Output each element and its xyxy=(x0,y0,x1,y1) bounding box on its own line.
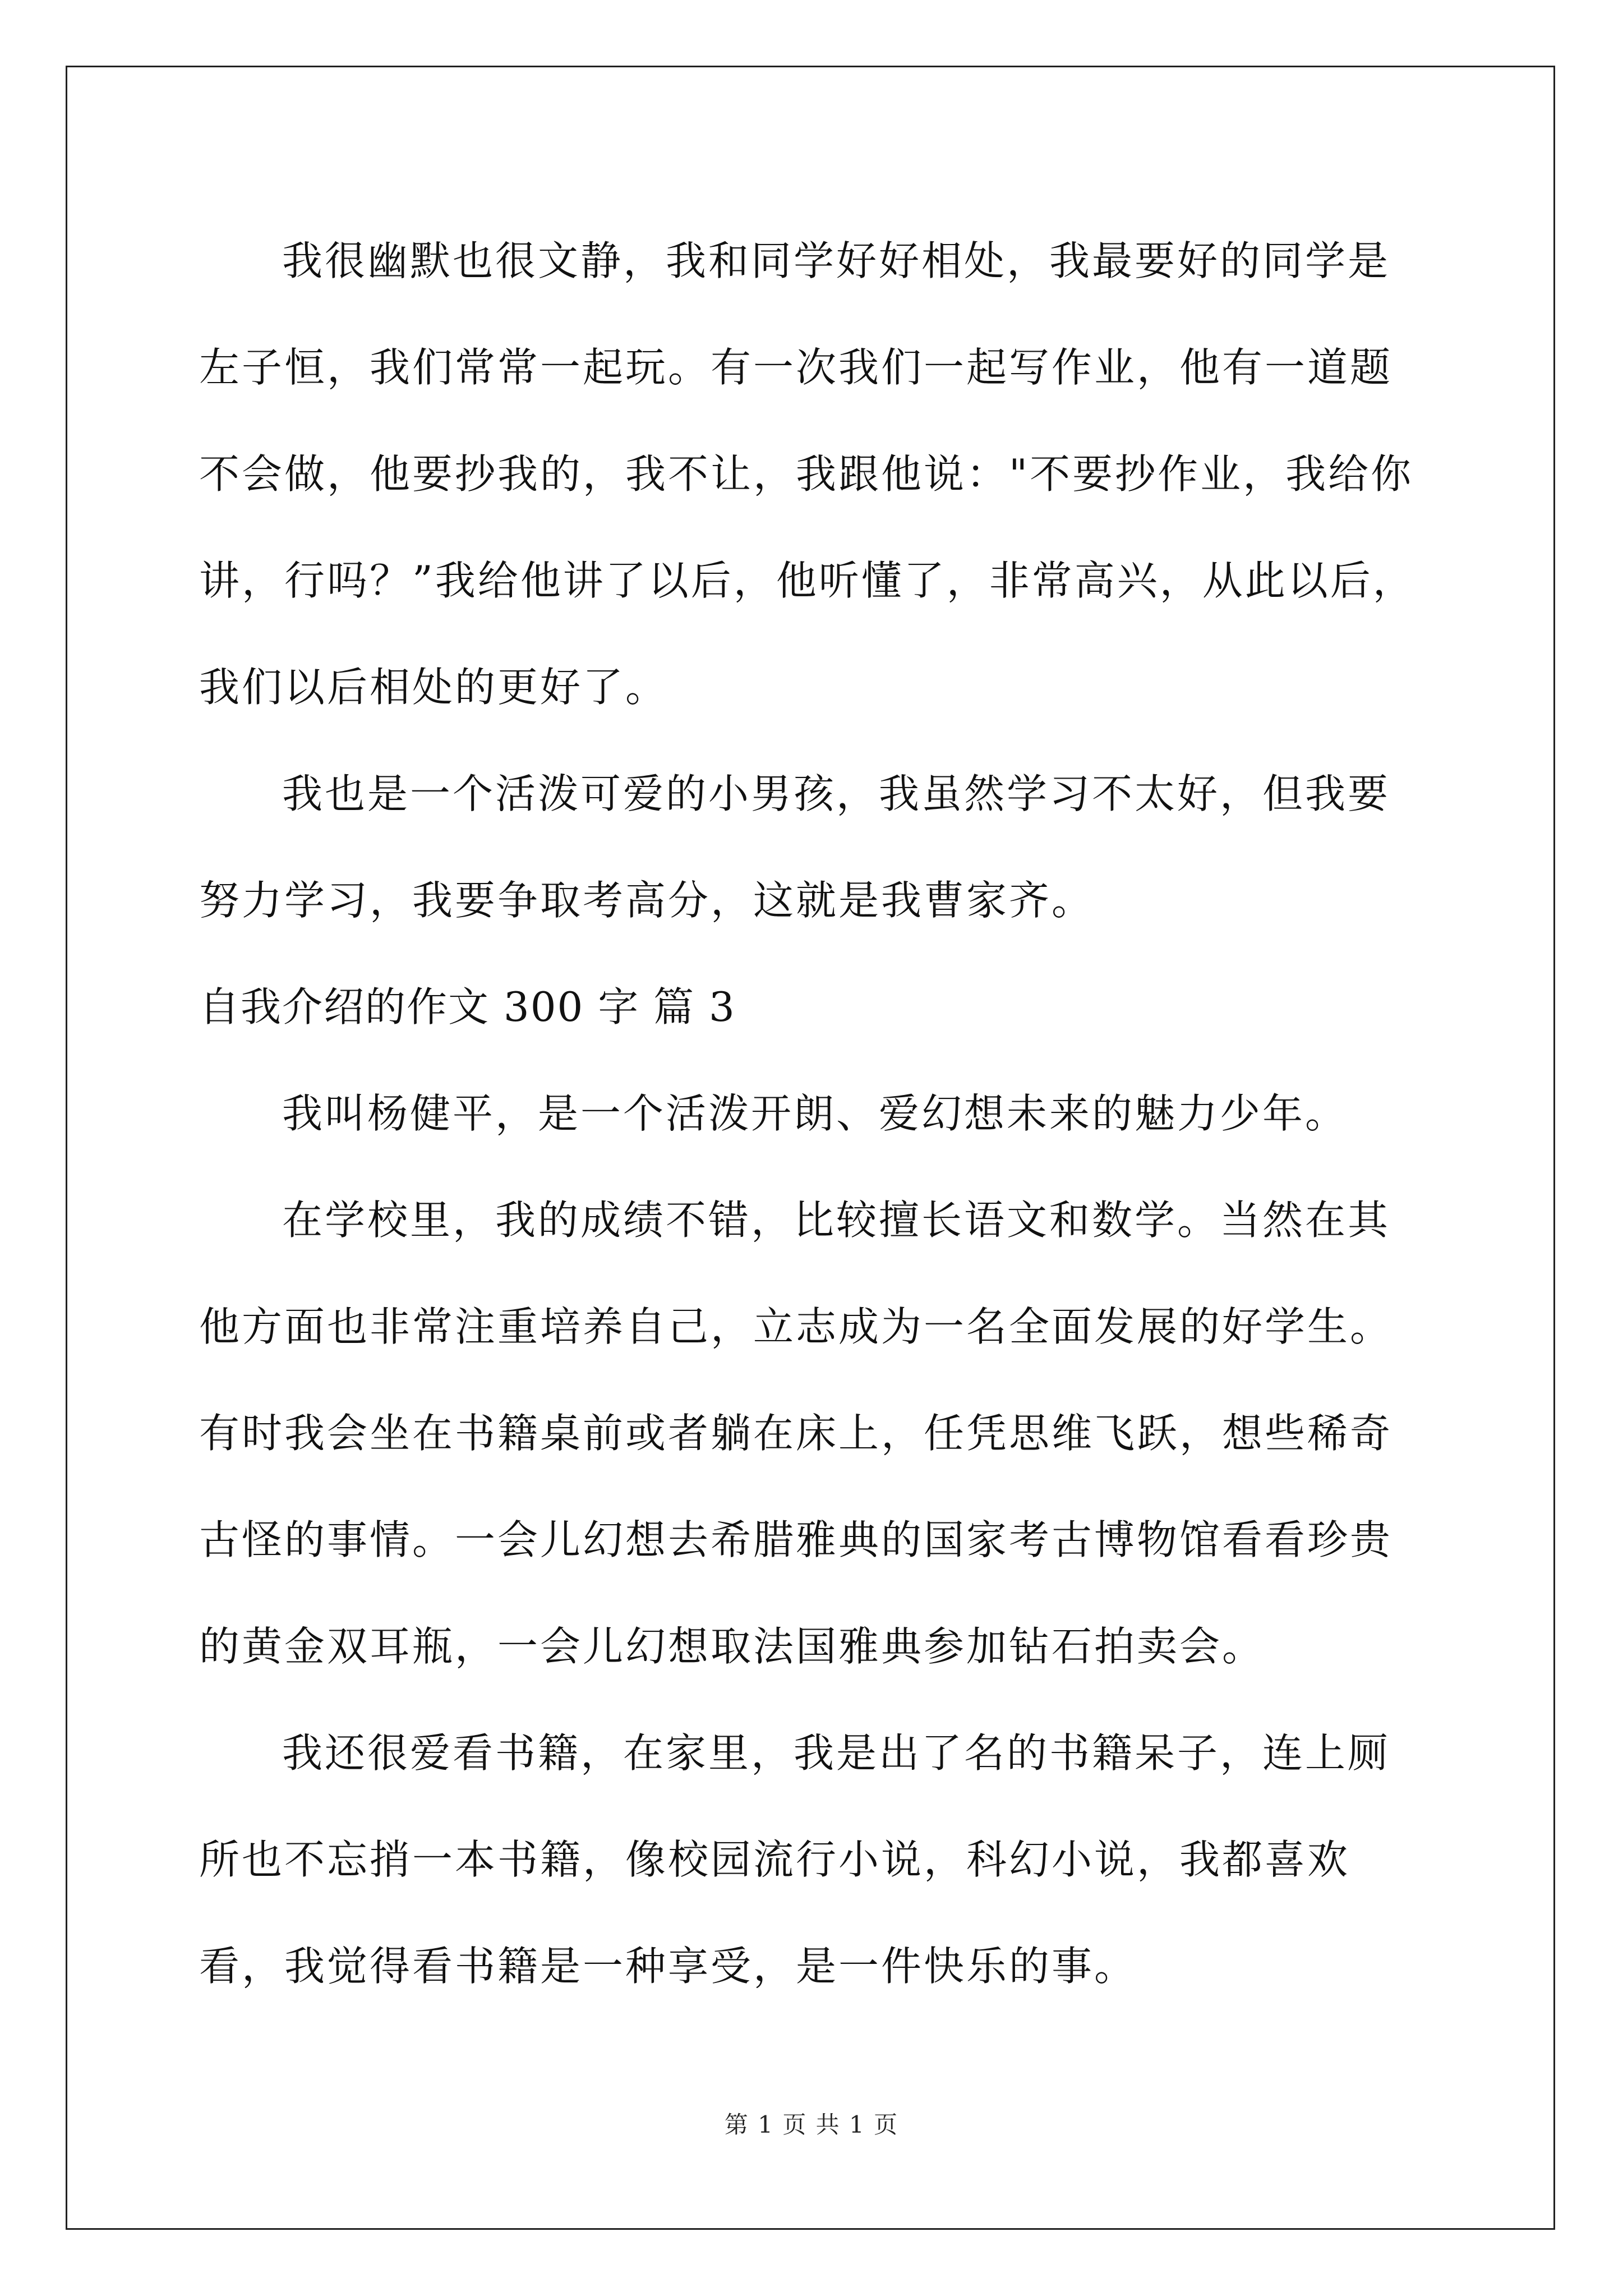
paragraph-self-description: 我也是一个活泼可爱的小男孩，我虽然学习不太好，但我要努力学习，我要争取考高分，这就是我曹家齐。 xyxy=(199,770,1391,924)
paragraph-reading-hobby: 我还很爱看书籍，在家里，我是出了名的书籍呆子，连上厕所也不忘捎一本书籍，像校园流行小说，科幻小说，我都喜欢看，我觉得看书籍是一种享受，是一件快乐的事。 xyxy=(199,1729,1391,1990)
page-number-footer: 第 1 页 共 1 页 xyxy=(724,2111,899,2138)
document-body xyxy=(199,208,1427,2019)
section-heading: 自我介绍的作文 300 字 篇 3 xyxy=(199,983,736,1030)
paragraph-classmate-story: 我很幽默也很文静，我和同学好好相处，我最要好的同学是左子恒，我们常常一起玩。有一次我们一起写作业，他有一道题不会做，他要抄我的，我不让，我跟他说："不要抄作业，我给你讲，行吗？”我给他讲了以后，他听懂了，非常高兴，从此以后，我们以后相处的更好了。 xyxy=(199,237,1415,711)
paragraph-school-life: 在学校里，我的成绩不错，比较擅长语文和数学。当然在其他方面也非常注重培养自己，立志成为一名全面发展的好学生。有时我会坐在书籍桌前或者躺在床上，任凭思维飞跃，想些稀奇古怪的事情。一会儿幻想去希腊雅典的国家考古博物馆看看珍贵的黄金双耳瓶，一会儿幻想取法国雅典参加钻石拍卖会。 xyxy=(199,1197,1393,1670)
paragraph-introduction: 我叫杨健平，是一个活泼开朗、爱幻想未来的魅力少年。 xyxy=(282,1090,1348,1137)
